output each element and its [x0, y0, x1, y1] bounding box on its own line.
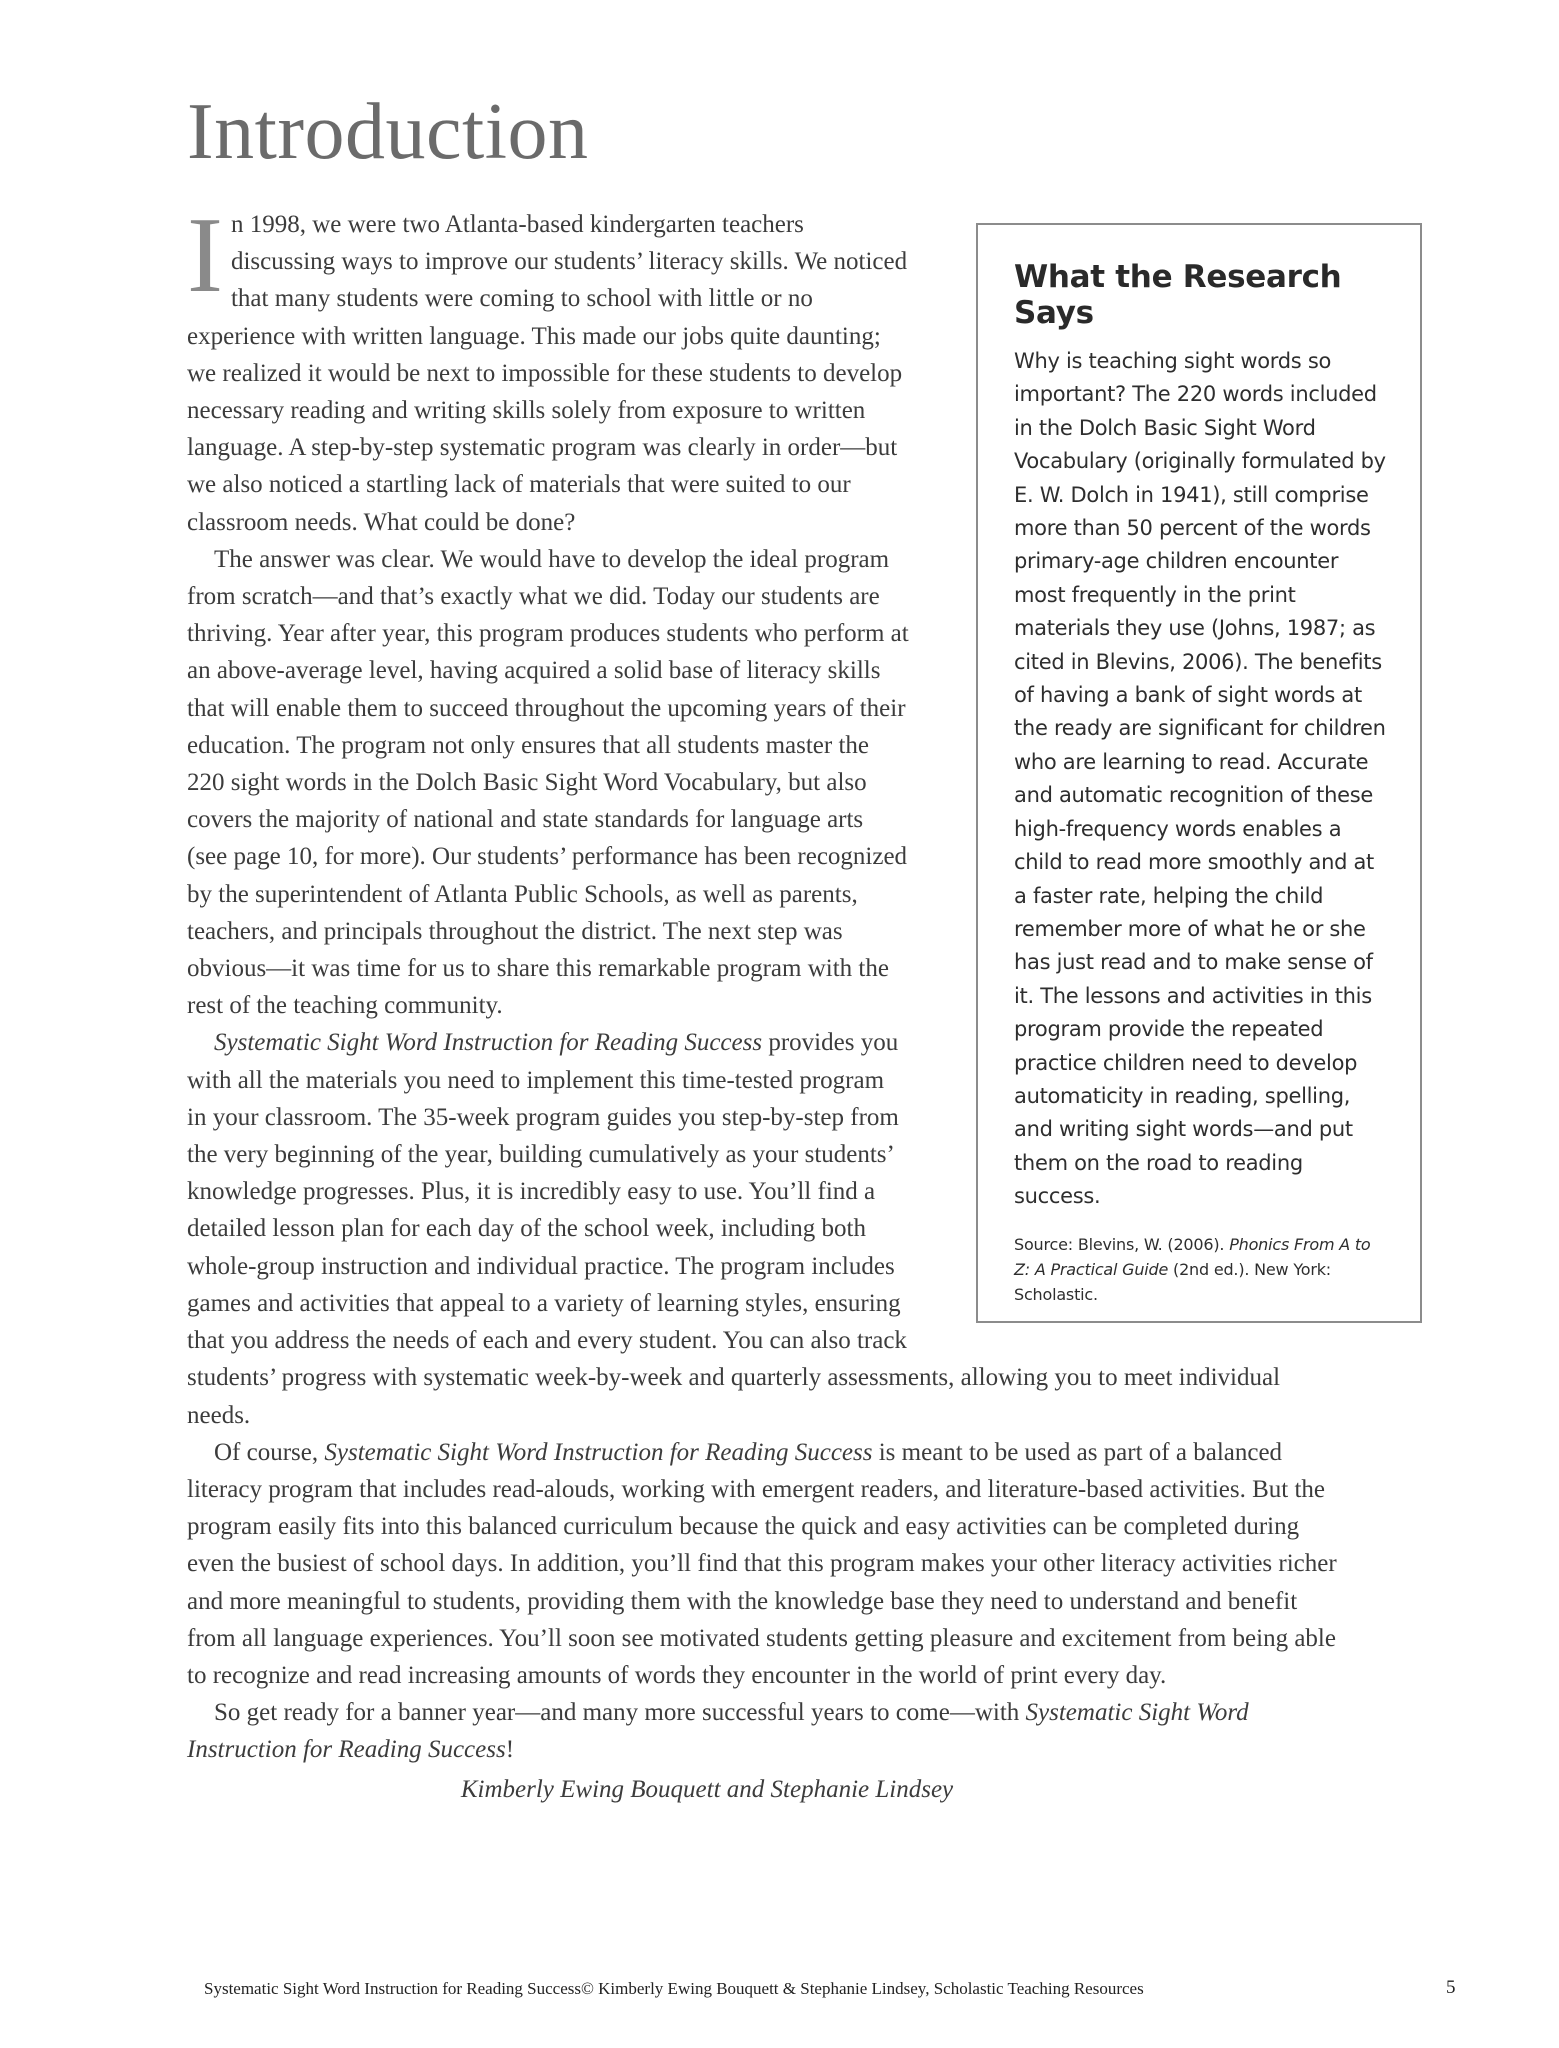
- book-title-italic: Systematic Sight Word Instruction for Reading Success: [187, 1699, 1249, 1764]
- source-suffix: (2nd ed.). New York: Scholastic.: [1014, 1259, 1331, 1304]
- page-title: Introduction: [187, 88, 589, 176]
- intro-paragraph-4-text: is meant to be used as part of a balanced literacy program that includes read-alouds, working with emergent readers, and literature-based activities. But the program easily fits into this balanced curriculum because the quick and easy activities can be completed during even the busiest of school days. In addition, you’ll find that this program makes your other literacy activities richer and more meaningful to students, providing them with the knowledge base they need to understand and benefit from all language experiences. You’ll soon see motivated students getting pleasure and excitement from being able to recognize and read increasing amounts of words they encounter in the world of print every day.: [187, 1438, 1337, 1689]
- intro-paragraph-2: The answer was clear. We would have to develop the ideal program from scratch—and that’s exactly what we did. Today our students are thriving. Year after year, this program produces students who perform at an above-average level, having acquired a solid base of literacy skills that will enable them to succeed throughout the upcoming years of their education. The program not only ensures that all students master the 220 sight words in the Dolch Basic Sight Word Vocabulary, but also covers the majority of national and state standards for language arts (see page 10, for more). Our students’ performance has been recognized by the superintendent of Atlanta Public Schools, as well as parents, teachers, and principals throughout the district. The next step was obvious—it was time for us to share this remarkable program with the rest of the teaching community.: [187, 545, 909, 1020]
- page-number: 5: [1446, 1977, 1456, 1998]
- author-signature: Kimberly Ewing Bouquett and Stephanie Lindsey: [460, 1775, 954, 1803]
- intro-paragraph-4-start: Of course,: [214, 1438, 325, 1466]
- page-footer: Systematic Sight Word Instruction for Reading Success© Kimberly Ewing Bouquett & Stephanie Lindsey, Scholastic Teaching Resources: [204, 1979, 1144, 1998]
- sidebar-body: Why is teaching sight words so important? The 220 words included in the Dolch Basic Sight Word Vocabulary (originally formulated by E. W. Dolch in 1941), still comprise more than 50 percent of the words primary-age children encounter most frequently in the print materials they use (Johns, 1987; as cited in Blevins, 2006). The benefits of having a bank of sight words at the ready are significant for children who are learning to read. Accurate and automatic recognition of these high-frequency words enables a child to read more smoothly and at a faster rate, helping the child remember more of what he or she has just read and to make sense of it. The lessons and activities in this program provide the repeated practice children need to develop automaticity in reading, spelling, and writing sight words—and put them on the road to reading success.: [1014, 349, 1386, 1209]
- research-sidebar: [976, 223, 1422, 1323]
- intro-paragraph-1-text: n 1998, we were two Atlanta-based kindergarten teachers discussing ways to improve our students’ literacy skills. We noticed that many students were coming to school with little or no experience with written language. This made our jobs quite daunting; we realized it would be next to impossible for these students to develop necessary reading and writing skills solely from exposure to written language. A step-by-step systematic program was clearly in order—but we also noticed a startling lack of materials that were suited to our classroom needs. What could be done?: [187, 211, 908, 536]
- source-prefix: Source: Blevins, W. (2006).: [1014, 1234, 1230, 1254]
- intro-paragraph-4: [187, 1434, 1337, 1694]
- book-title-italic: Systematic Sight Word Instruction for Reading Success: [324, 1438, 873, 1466]
- drop-cap: I: [187, 196, 223, 315]
- sidebar-source: [1014, 1232, 1386, 1307]
- book-title-italic: Systematic Sight Word Instruction for Reading Success: [214, 1029, 763, 1057]
- intro-paragraph-5-start: So get ready for a banner year—and many more successful years to come—with: [214, 1699, 1026, 1727]
- intro-paragraph-5-end: !: [505, 1736, 515, 1764]
- intro-paragraph-3-text: provides you with all the materials you need to implement this time-tested program in your classroom. The 35-week program guides you step-by-step from the very beginning of the year, building cumulatively as your students’ knowledge progresses. Plus, it is incredibly easy to use. You’ll find a detailed lesson plan for each day of the school week, including both whole-group instruction and individual practice. The program includes games and activities that appeal to a variety of learning styles, ensuring that you address the needs of each and every student. You can also track students’ progress with systematic week-by-week and quarterly assessments, allowing you to meet individual needs.: [187, 1029, 1281, 1429]
- sidebar-title: What the Research Says: [1014, 259, 1342, 331]
- source-title: Phonics From A to Z: A Practical Guide: [1014, 1234, 1371, 1279]
- intro-paragraph-5: [187, 1694, 1337, 1768]
